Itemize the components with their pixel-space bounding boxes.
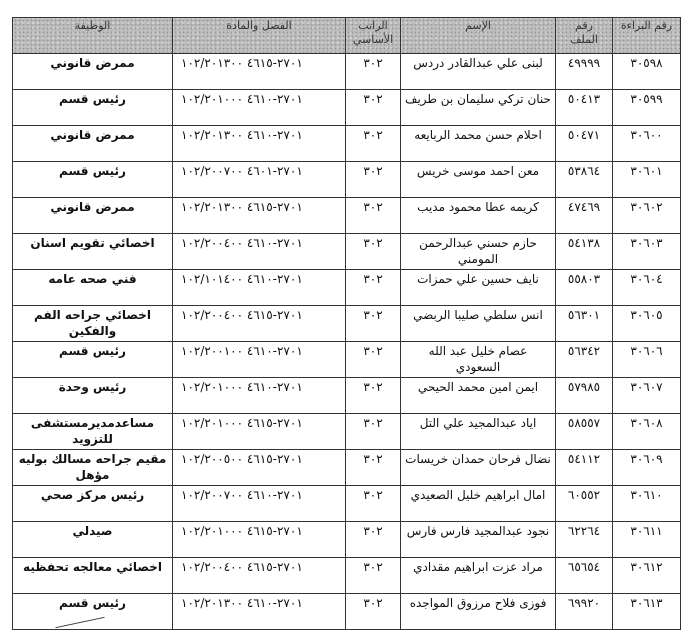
patent-no-cell: ٣٠٦٠٣ [613,234,681,270]
job-cell: اخصائي جراحه الفم والفكين [13,306,173,342]
job-cell: صيدلي [13,522,173,558]
chapter-cell [173,306,346,342]
salary-cell: ٣٠٢ [346,342,401,378]
chapter-cell [173,486,346,522]
file-no-cell: ٥٠٤٧١ [556,126,613,162]
name-cell: معن احمد موسى خريس [401,162,556,198]
file-no-cell: ٦٠٥٥٢ [556,486,613,522]
table-row [13,378,681,414]
name-cell: كريمه عطا محمود مديب [401,198,556,234]
name-cell: امال ابراهيم خليل الصعيدي [401,486,556,522]
chapter-text: ١٠٢/٢٠١٣٠٠ ٤٦١٥-٢٧٠١ [181,200,303,214]
job-cell: مقيم جراحه مسالك بوليه مؤهل [13,450,173,486]
chapter-cell [173,558,346,594]
table-row [13,414,681,450]
table-row [13,126,681,162]
name-cell: عصام خليل عبد الله السعودي [401,342,556,378]
name-cell: مراد عزت ابراهيم مقدادي [401,558,556,594]
file-no-cell: ٤٧٤٦٩ [556,198,613,234]
header-salary: الراتب الأساسي [346,18,401,54]
table-row [13,90,681,126]
header-name: الإسم [401,18,556,54]
chapter-cell [173,198,346,234]
patent-no-cell: ٣٠٦١٠ [613,486,681,522]
file-no-cell: ٥٧٩٨٥ [556,378,613,414]
chapter-cell [173,342,346,378]
chapter-text: ١٠٢/٢٠٠٤٠٠ ٤٦١٥-٢٧٠١ [181,560,303,574]
file-no-cell: ٥٦٣٤٢ [556,342,613,378]
file-no-cell: ٦٢٢٦٤ [556,522,613,558]
patent-no-cell: ٣٠٦٠٢ [613,198,681,234]
chapter-cell [173,378,346,414]
header-chapter: الفصل والمادة [173,18,346,54]
salary-cell: ٣٠٢ [346,90,401,126]
salary-cell: ٣٠٢ [346,558,401,594]
chapter-cell [173,54,346,90]
job-cell: ممرض قانوني [13,198,173,234]
file-no-cell: ٦٩٩٢٠ [556,594,613,630]
salary-cell: ٣٠٢ [346,54,401,90]
file-no-cell: ٥٦٣٠١ [556,306,613,342]
file-no-cell: ٥٤١٣٨ [556,234,613,270]
salary-cell: ٣٠٢ [346,234,401,270]
name-cell: حازم حسني عبدالرحمن المومني [401,234,556,270]
job-cell: فني صحه عامه [13,270,173,306]
chapter-cell [173,270,346,306]
patent-no-cell: ٣٠٦٠٦ [613,342,681,378]
chapter-text: ١٠٢/١٠١٤٠٠ ٤٦١٠-٢٧٠١ [181,272,303,286]
chapter-text: ١٠٢/٢٠١٣٠٠ ٤٦١٠-٢٧٠١ [181,596,303,610]
file-no-cell: ٥٨٥٥٧ [556,414,613,450]
chapter-text: ١٠٢/٢٠١٠٠٠ ٤٦١٠-٢٧٠١ [181,380,303,394]
file-no-cell: ٥٣٨٦٤ [556,162,613,198]
job-cell: رئيس وحدة [13,378,173,414]
salary-cell: ٣٠٢ [346,594,401,630]
chapter-cell [173,594,346,630]
salary-cell: ٣٠٢ [346,126,401,162]
job-cell: ممرض قانوني [13,54,173,90]
job-cell: اخصائي معالجه تحفظيه [13,558,173,594]
table-row [13,198,681,234]
name-cell: احلام حسن محمد الربايعه [401,126,556,162]
table-row [13,558,681,594]
salary-cell: ٣٠٢ [346,306,401,342]
chapter-text: ١٠٢/٢٠٠٧٠٠ ٤٦٠١-٢٧٠١ [181,164,303,178]
salary-cell: ٣٠٢ [346,378,401,414]
job-cell: رئيس قسم [13,342,173,378]
chapter-text: ١٠٢/٢٠١٣٠٠ ٤٦١٠-٢٧٠١ [181,128,303,142]
chapter-cell [173,162,346,198]
name-cell: حنان تركي سليمان بن طريف [401,90,556,126]
job-cell: رئيس قسم [13,594,173,630]
employees-table [12,17,681,630]
file-no-cell: ٦٥٦٥٤ [556,558,613,594]
chapter-text: ١٠٢/٢٠١٠٠٠ ٤٦١٥-٢٧٠١ [181,416,303,430]
chapter-text: ١٠٢/٢٠٠٤٠٠ ٤٦١٠-٢٧٠١ [181,236,303,250]
name-cell: نايف حسين علي حمزات [401,270,556,306]
patent-no-cell: ٣٠٦١٣ [613,594,681,630]
salary-cell: ٣٠٢ [346,450,401,486]
table-row [13,594,681,630]
table-row [13,270,681,306]
salary-cell: ٣٠٢ [346,522,401,558]
salary-cell: ٣٠٢ [346,414,401,450]
patent-no-cell: ٣٠٦٠٧ [613,378,681,414]
file-no-cell: ٤٩٩٩٩ [556,54,613,90]
table-row [13,234,681,270]
chapter-cell [173,90,346,126]
name-cell: نضال فرحان حمدان خريسات [401,450,556,486]
job-cell: رئيس مركز صحي [13,486,173,522]
table-header-row [13,18,681,54]
salary-cell: ٣٠٢ [346,198,401,234]
file-no-cell: ٥٤١١٢ [556,450,613,486]
file-no-cell: ٥٥٨٠٣ [556,270,613,306]
patent-no-cell: ٣٠٦١٢ [613,558,681,594]
table-row [13,486,681,522]
name-cell: نجود عبدالمجيد فارس فارس [401,522,556,558]
patent-no-cell: ٣٠٦٠٤ [613,270,681,306]
patent-no-cell: ٣٠٥٩٨ [613,54,681,90]
patent-no-cell: ٣٠٥٩٩ [613,90,681,126]
table-row [13,450,681,486]
chapter-text: ١٠٢/٢٠١٣٠٠ ٤٦١٥-٢٧٠١ [181,56,303,70]
patent-no-cell: ٣٠٦٠٨ [613,414,681,450]
salary-cell: ٣٠٢ [346,162,401,198]
job-cell: مساعدمديرمستشفى للتزويد [13,414,173,450]
patent-no-cell: ٣٠٦١١ [613,522,681,558]
chapter-text: ١٠٢/٢٠٠٤٠٠ ٤٦١٥-٢٧٠١ [181,308,303,322]
name-cell: انس سلطي صليبا الربضي [401,306,556,342]
header-patent-no: رقم البراءة [613,18,681,54]
name-cell: اياد عبدالمجيد علي التل [401,414,556,450]
job-cell: رئيس قسم [13,90,173,126]
table-row [13,162,681,198]
job-cell: رئيس قسم [13,162,173,198]
header-file-no: رقم الملف [556,18,613,54]
chapter-text: ١٠٢/٢٠٠٧٠٠ ٤٦١٠-٢٧٠١ [181,488,303,502]
chapter-cell [173,450,346,486]
name-cell: فوزى فلاح مرزوق المواجده [401,594,556,630]
chapter-cell [173,234,346,270]
table-row [13,54,681,90]
table-row [13,522,681,558]
name-cell: ايمن امين محمد الحيحي [401,378,556,414]
chapter-text: ١٠٢/٢٠٠٥٠٠ ٤٦١٥-٢٧٠١ [181,452,303,466]
job-cell: اخصائي تقويم اسنان [13,234,173,270]
salary-cell: ٣٠٢ [346,486,401,522]
chapter-text: ١٠٢/٢٠١٠٠٠ ٤٦١٠-٢٧٠١ [181,92,303,106]
file-no-cell: ٥٠٤١٣ [556,90,613,126]
patent-no-cell: ٣٠٦٠١ [613,162,681,198]
chapter-cell [173,522,346,558]
chapter-text: ١٠٢/٢٠٠١٠٠ ٤٦١٠-٢٧٠١ [181,344,303,358]
job-cell: ممرض قانوني [13,126,173,162]
patent-no-cell: ٣٠٦٠٩ [613,450,681,486]
salary-cell: ٣٠٢ [346,270,401,306]
chapter-text: ١٠٢/٢٠١٠٠٠ ٤٦١٥-٢٧٠١ [181,524,303,538]
header-job: الوظيفة [13,18,173,54]
chapter-cell [173,414,346,450]
patent-no-cell: ٣٠٦٠٥ [613,306,681,342]
table-row [13,342,681,378]
table-row [13,306,681,342]
name-cell: لبنى علي عبدالقادر دردس [401,54,556,90]
patent-no-cell: ٣٠٦٠٠ [613,126,681,162]
chapter-cell [173,126,346,162]
